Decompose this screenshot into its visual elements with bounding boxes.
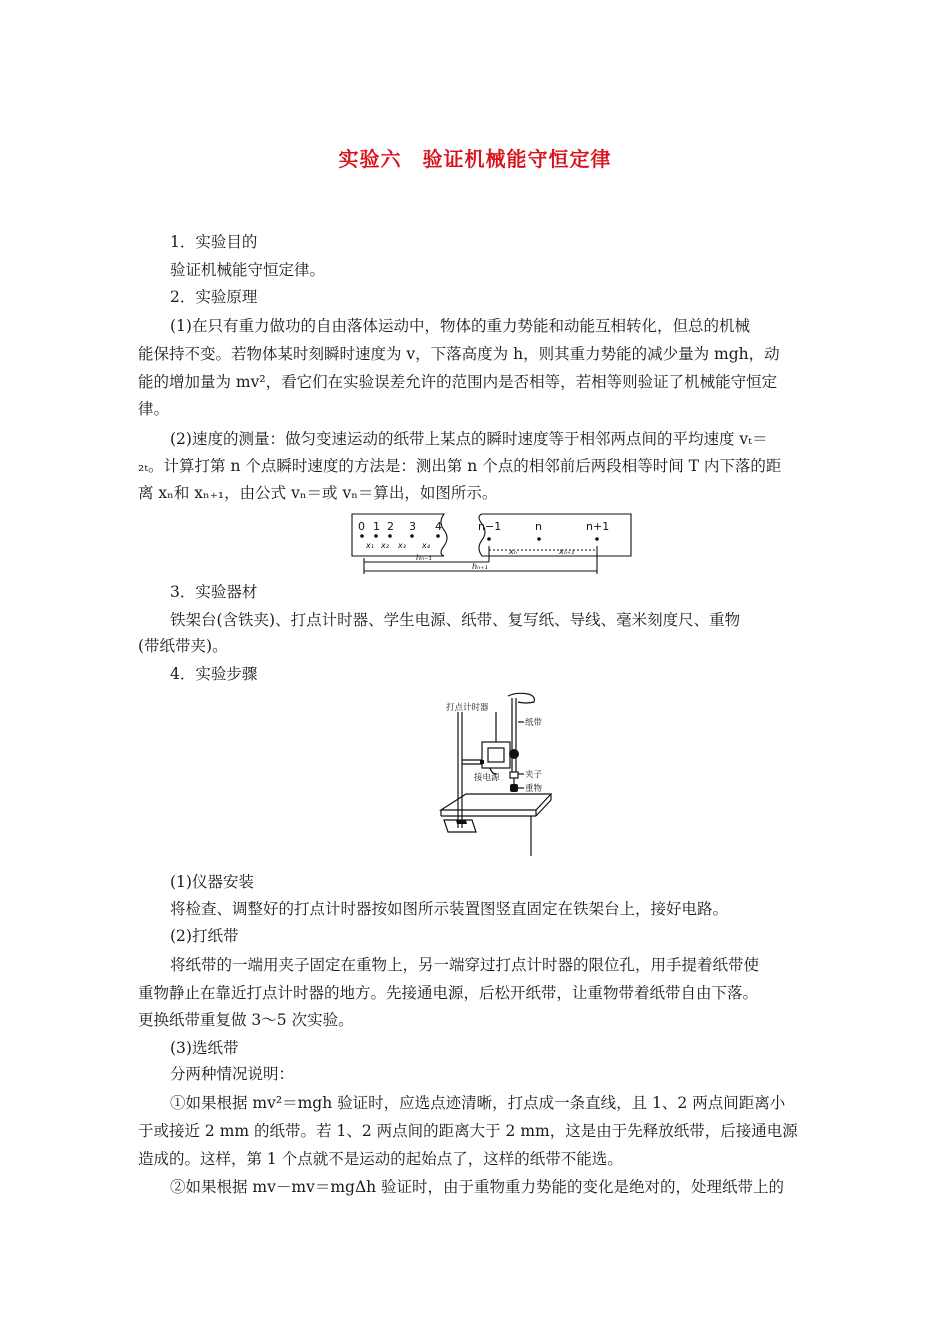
tape-dot [374,534,378,538]
label-timer: 打点计时器 [446,703,489,713]
paragraph-line: ①如果根据 mv²＝mgh 验证时，应选点迹清晰，打点成一条直线，且 1、2 两点间距离小 [170,1094,786,1112]
label-clip: 夹子 [525,770,543,780]
paragraph-line: ₂ₜ。计算打第 n 个点瞬时速度的方法是：测出第 n 个点的相邻前后两段相等时间 T 内下落的距 [138,457,782,475]
paragraph-line: 验证机械能守恒定律。 [170,261,326,279]
dot-label: 2 [387,520,394,533]
section-heading-purpose: 1．实验目的 [170,233,258,251]
tape-dot [487,537,491,541]
right-dot-label: n+1 [586,520,610,533]
height-label: hₙ₋₁ [416,553,432,562]
paragraph-line: 能保持不变。若物体某时刻瞬时速度为 v，下落高度为 h，则其重力势能的减少量为 mgh，动 [138,345,780,363]
right-dot-label: n−1 [478,520,502,533]
paragraph-line: 于或接近 2 mm 的纸带。若 1、2 两点间的距离大于 2 mm，这是由于先释放纸带，后接通电源 [138,1122,798,1140]
dot-label: 4 [435,520,442,533]
paragraph-line: (2)速度的测量：做匀变速运动的纸带上某点的瞬时速度等于相邻两点间的平均速度 vₜ＝ [170,430,768,448]
paragraph-line: 能的增加量为 mv²，看它们在实验误差允许的范围内是否相等，若相等则验证了机械能守恒定 [138,373,778,391]
gap-label: x₃ [398,541,406,550]
interval-label: xₙ [509,547,517,556]
paragraph-line: 造成的。这样，第 1 个点就不是运动的起始点了，这样的纸带不能选。 [138,1150,623,1168]
gap-label: x₁ [366,541,374,550]
paragraph-line: 更换纸带重复做 3～5 次实验。 [138,1011,354,1029]
apparatus-figure [436,690,556,860]
right-dot-label: n [535,520,542,533]
tape-dot [388,534,392,538]
dot-label: 1 [373,520,380,533]
paragraph-line: 铁架台(含铁夹)、打点计时器、学生电源、纸带、复写纸、导线、毫米刻度尺、重物 [170,611,741,629]
paragraph-line: 离 xₙ和 xₙ₊₁，由公式 vₙ＝或 vₙ＝算出，如图所示。 [138,484,498,502]
paragraph-line: 重物静止在靠近打点计时器的地方。先接通电源，后松开纸带，让重物带着纸带自由下落。 [138,984,759,1002]
section-heading-steps: 4．实验步骤 [170,665,258,683]
tape-dot [595,537,599,541]
height-label: hₙ₊₁ [472,562,488,571]
tape-dot [436,534,440,538]
paragraph-line: 将检查、调整好的打点计时器按如图所示装置图竖直固定在铁架台上，接好电路。 [170,900,729,918]
step-heading-select: (3)选纸带 [170,1039,239,1057]
paragraph-line: 分两种情况说明： [170,1065,295,1083]
paper-tape-figure [346,512,636,576]
paragraph-line: (带纸带夹)。 [138,637,228,655]
interval-label: xₙ₊₁ [559,547,575,556]
gap-label: x₂ [381,541,389,550]
paragraph-line: (1)在只有重力做功的自由落体运动中，物体的重力势能和动能互相转化，但总的机械 [170,317,750,335]
paragraph-line: ②如果根据 mv－mv＝mgΔh 验证时，由于重物重力势能的变化是绝对的，处理纸带上的 [170,1178,785,1196]
tape-dot [537,537,541,541]
step-heading-tape: (2)打纸带 [170,927,239,945]
step-heading-install: (1)仪器安装 [170,873,254,891]
tape-dot [360,534,364,538]
paragraph-line: 律。 [138,400,170,418]
section-heading-equipment: 3．实验器材 [170,583,258,601]
label-power: 接电源 [474,773,500,783]
label-tape: 纸带 [525,718,543,728]
dot-label: 0 [358,520,365,533]
tape-dot [410,534,414,538]
dot-label: 3 [409,520,416,533]
page-title: 实验六 验证机械能守恒定律 [338,147,612,171]
label-weight: 重物 [525,784,543,794]
section-heading-principle: 2．实验原理 [170,288,258,306]
gap-label: x₄ [422,541,430,550]
paragraph-line: 将纸带的一端用夹子固定在重物上，另一端穿过打点计时器的限位孔，用手提着纸带使 [170,956,760,974]
